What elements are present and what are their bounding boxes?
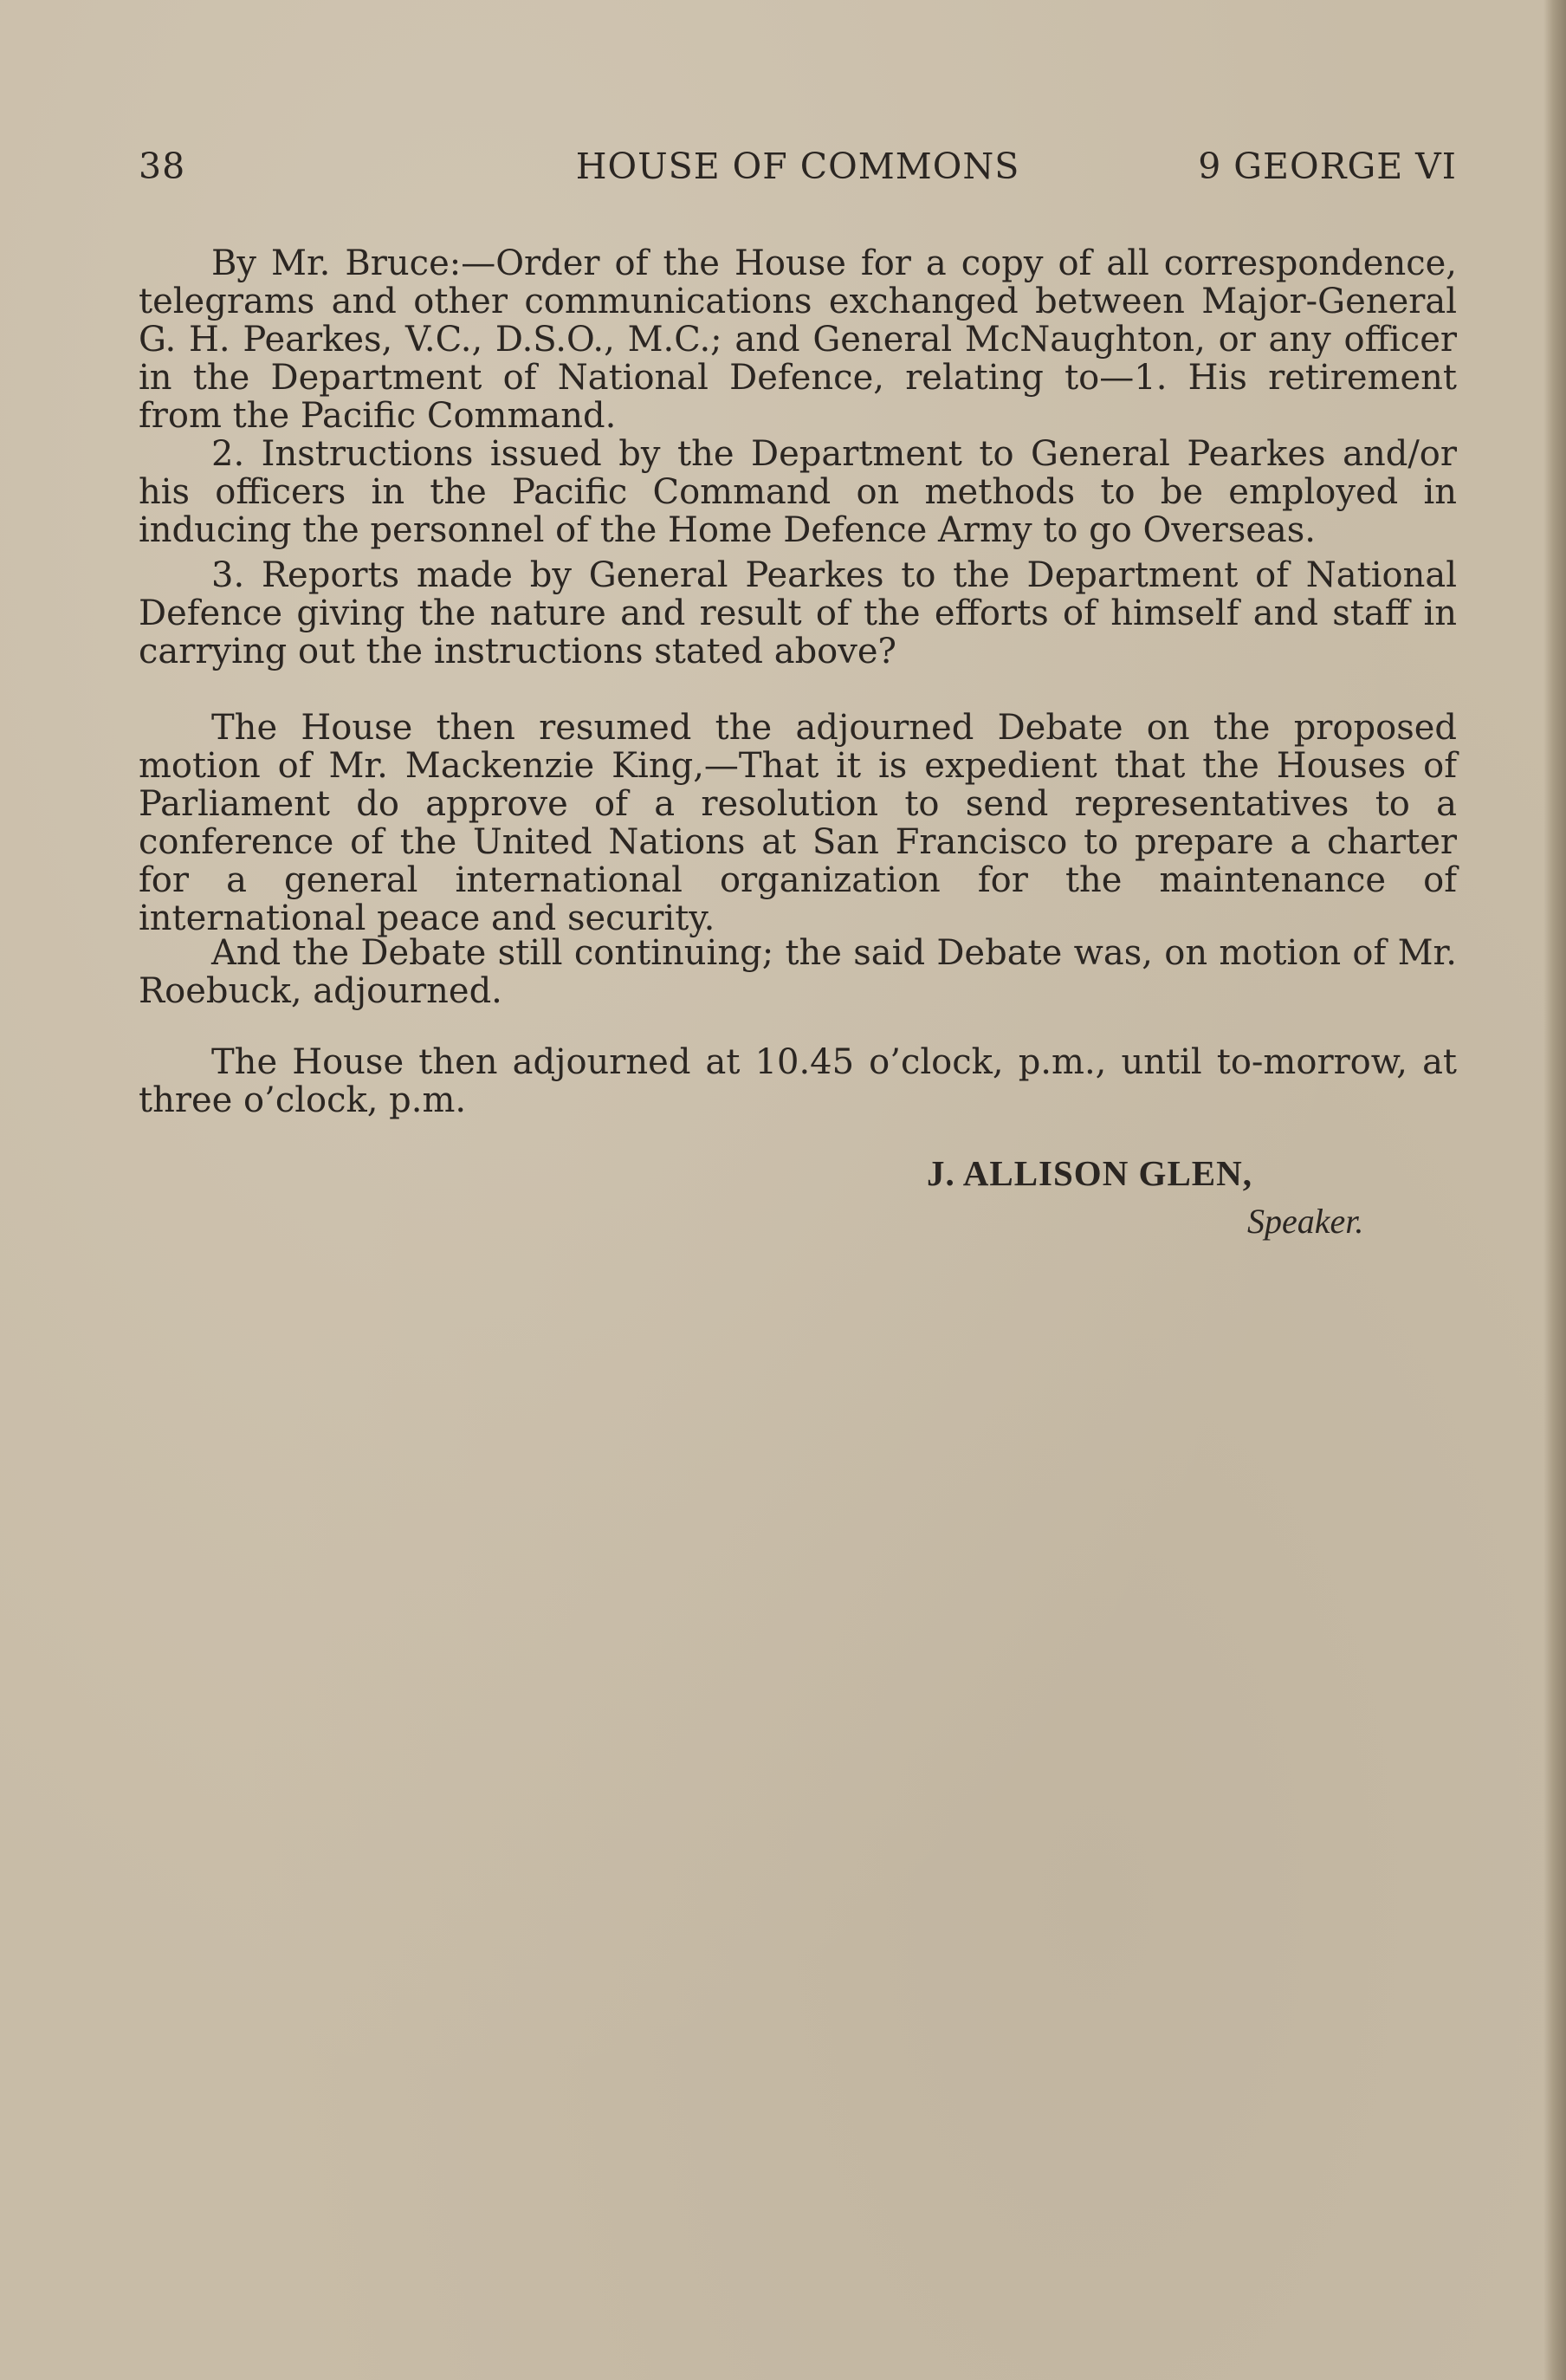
paragraph-reports: 3. Reports made by General Pearkes to the Department of National Defence giving the nature and result of the efforts of himself and staff in carrying out the instructions stated above? xyxy=(139,555,1457,671)
speaker-name: J. ALLISON GLEN, xyxy=(927,1153,1252,1193)
paragraph-resumed-debate: The House then resumed the adjourned Debate on the proposed motion of Mr. Mackenzie King,—That it is expedient that the Houses of Parliament do approve of a resolution to send representatives to a conference of the United Nations at San Francisco to prepare a charter for a general international organization for the maintenance of international peace and security. xyxy=(139,708,1457,938)
paragraph-debate-adjourned: And the Debate still continuing; the said Debate was, on motion of Mr. Roebuck, adjourned. xyxy=(139,933,1457,1011)
session-label: 9 GEORGE VI xyxy=(1198,146,1457,187)
page-edge-shadow xyxy=(1543,0,1566,2380)
page-header xyxy=(139,146,1457,198)
paragraph-house-adjourned: The House then adjourned at 10.45 o’clock, p.m., until to-morrow, at three o’clock, p.m. xyxy=(139,1042,1457,1120)
paragraph-order-bruce: By Mr. Bruce:—Order of the House for a copy of all correspondence, telegrams and other communications exchanged between Major-General G. H. Pearkes, V.C., D.S.O., M.C.; and General McNaughton, or any officer in the Department of National Defence, relating to—1. His retirement from the Pacific Command. xyxy=(139,243,1457,436)
page-number: 38 xyxy=(139,146,186,187)
signature-block xyxy=(927,1152,1446,1242)
paragraph-instructions: 2. Instructions issued by the Department to General Pearkes and/or his officers in the Pacific Command on methods to be employed in inducing the personnel of the Home Defence Army to go Overseas. xyxy=(139,434,1457,550)
speaker-title: Speaker. xyxy=(1247,1202,1364,1241)
running-title: HOUSE OF COMMONS xyxy=(575,146,1020,187)
